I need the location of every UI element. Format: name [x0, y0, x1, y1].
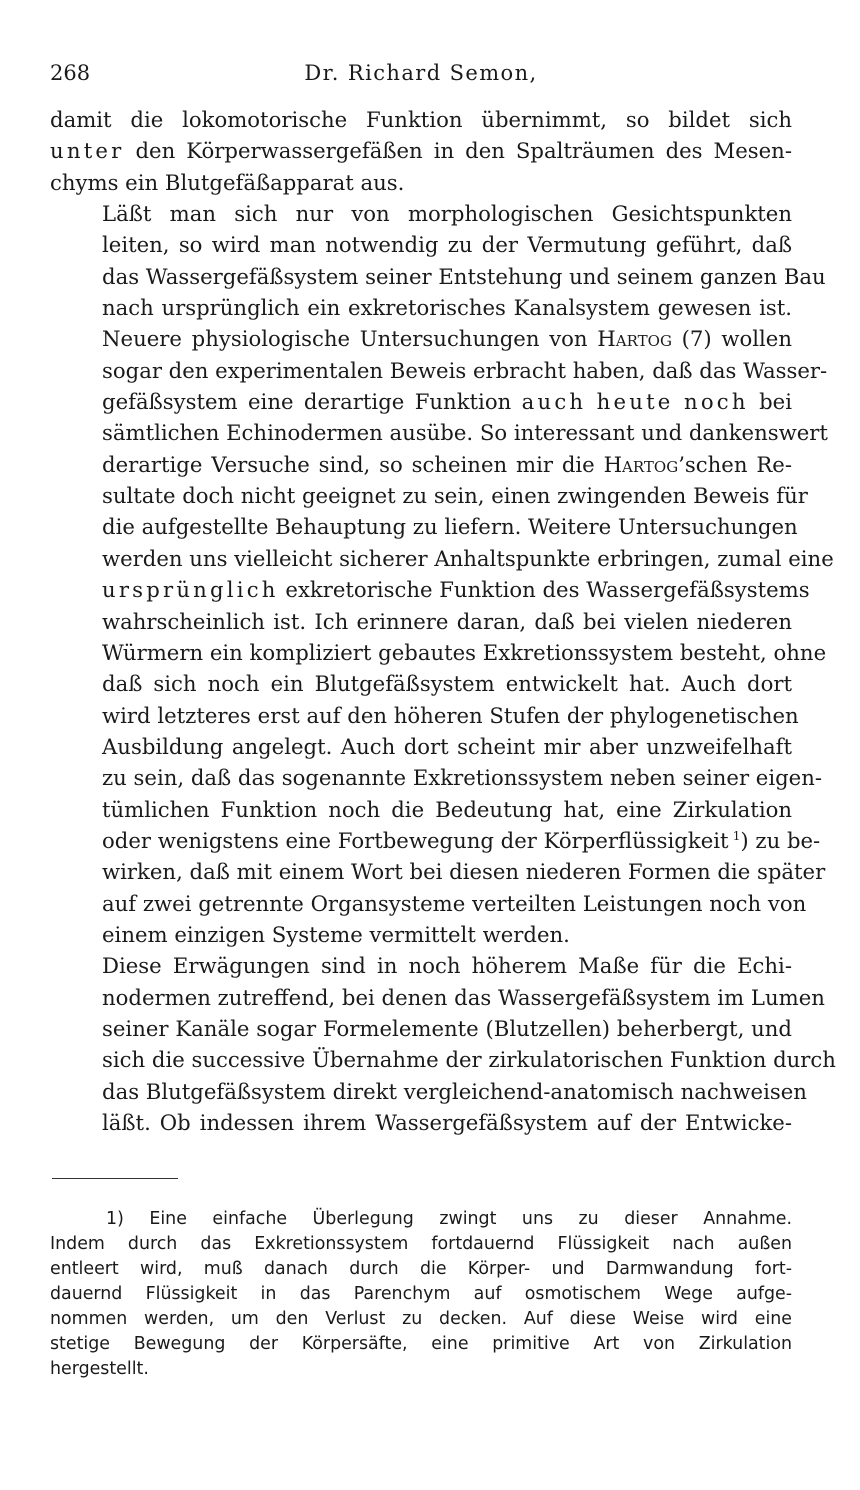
body-text — [50, 104, 836, 1138]
text-line: wirken, daß mit einem Wort bei diesen niederen Formen die später — [102, 859, 826, 885]
text-line: gefäßsystem eine derartige Funktion auch heute noch bei — [102, 389, 792, 415]
text-line: sogar den experimentalen Beweis erbracht haben, daß das Wasser- — [102, 357, 828, 383]
paragraph-3 — [50, 950, 836, 1138]
text-segment: ) zu be- — [740, 827, 821, 853]
text-line: nach ursprünglich ein exkretorisches Kanalsystem gewesen ist. — [102, 295, 792, 321]
text-line: das Wassergefäßsystem seiner Entstehung und seinem ganzen Bau — [102, 263, 826, 289]
text-segment: oder wenigstens eine Fortbewegung der Körperflüssigkeit — [102, 827, 729, 853]
footnote-line: dauernd Flüssigkeit in das Parenchym auf osmotischem Wege aufge- — [50, 1284, 792, 1305]
footnote-line: stetige Bewegung der Körpersäfte, eine primitive Art von Zirkulation — [50, 1333, 792, 1354]
text-line: Würmern ein kompliziert gebautes Exkretionssystem besteht, ohne — [102, 639, 827, 665]
text-line: Diese Erwägungen sind in noch höherem Maße für die Echi- — [102, 953, 792, 979]
text-line: derartige Versuche sind, so scheinen mir die Hartog’schen Re- — [102, 451, 792, 477]
text-line: auf zwei getrennte Organsysteme verteilten Leistungen noch von — [102, 890, 807, 916]
spaced-word: unter — [50, 138, 125, 164]
footnote-divider — [52, 1178, 178, 1179]
text-line: die aufgestellte Behauptung zu liefern. Weitere Untersuchungen — [102, 514, 798, 540]
author-name: Hartog — [603, 451, 679, 477]
spaced-word: ursprünglich — [102, 577, 279, 603]
running-head — [50, 56, 792, 90]
footnote-line: entleert wird, muß danach durch die Körper- und Darmwandung fort- — [50, 1259, 792, 1280]
text-line: das Blutgefäßsystem direkt vergleichend-anatomisch nachweisen — [102, 1078, 807, 1104]
text-line: ursprünglich exkretorische Funktion des Wassergefäßsystems — [102, 577, 810, 603]
text-line: Neuere physiologische Untersuchungen von Hartog (7) wollen — [102, 326, 792, 352]
text-line: damit die lokomotorische Funktion übernimmt, so bildet sich — [50, 107, 792, 132]
text-line: sich die successive Übernahme der zirkulatorischen Funktion durch — [102, 1047, 836, 1073]
text-line: chyms ein Blutgefäßapparat aus. — [50, 169, 405, 195]
text-line: wird letzteres erst auf den höheren Stufen der phylogenetischen — [102, 702, 799, 728]
text-line: tümlichen Funktion noch die Bedeutung hat, eine Zirkulation — [102, 796, 792, 822]
footnote-line: Indem durch das Exkretionssystem fortdauernd Flüssigkeit nach außen — [50, 1234, 792, 1255]
text-line: sämtlichen Echinodermen ausübe. So interessant und dankenswert — [102, 420, 828, 446]
text-line: wahrscheinlich ist. Ich erinnere daran, daß bei vielen niederen — [102, 608, 792, 634]
author-name: Hartog — [597, 326, 672, 352]
paragraph-2 — [50, 198, 834, 950]
footnote-line: 1) Eine einfache Überlegung zwingt uns zu dieser Annahme. — [106, 1209, 792, 1230]
spaced-word: noch — [683, 389, 749, 415]
text-line: einem einzigen Systeme vermittelt werden. — [102, 921, 570, 947]
spaced-word: auch — [521, 389, 587, 415]
text-line: Läßt man sich nur von morphologischen Gesichtspunkten — [102, 201, 792, 227]
spaced-word: heute — [596, 389, 674, 415]
text-line: daß sich noch ein Blutgefäßsystem entwickelt hat. Auch dort — [102, 671, 792, 697]
text-line: seiner Kanäle sogar Formelemente (Blutzellen) beherbergt, und — [102, 1015, 792, 1041]
text-line: nodermen zutreffend, bei denen das Wassergefäßsystem im Lumen — [102, 984, 825, 1010]
footnote — [50, 1207, 792, 1381]
page-number: 268 — [50, 61, 91, 85]
running-title: Dr. Richard Semon, — [304, 61, 538, 85]
text-line: werden uns vielleicht sicherer Anhaltspunkte erbringen, zumal eine — [102, 545, 834, 571]
text-line: Ausbildung angelegt. Auch dort scheint mir aber unzweifelhaft — [102, 733, 792, 759]
text-line: leiten, so wird man notwendig zu der Vermutung geführt, daß — [102, 232, 792, 258]
footnote-line: nommen werden, um den Verlust zu decken. Auf diese Weise wird eine — [50, 1308, 792, 1329]
paragraph-1 — [50, 104, 792, 198]
page — [50, 56, 836, 1382]
text-line: zu sein, daß das sogenannte Exkretionssystem neben seiner eigen- — [102, 765, 823, 791]
footnote-line: hergestellt. — [50, 1358, 149, 1379]
text-line: läßt. Ob indessen ihrem Wassergefäßsystem auf der Entwicke- — [102, 1110, 792, 1135]
text-line — [50, 825, 821, 856]
text-line: sultate doch nicht geeignet zu sein, einen zwingenden Beweis für — [102, 483, 808, 509]
text-line: unter den Körperwassergefäßen in den Spalträumen des Mesen- — [50, 138, 792, 164]
footnote-marker: 1 — [732, 828, 741, 843]
